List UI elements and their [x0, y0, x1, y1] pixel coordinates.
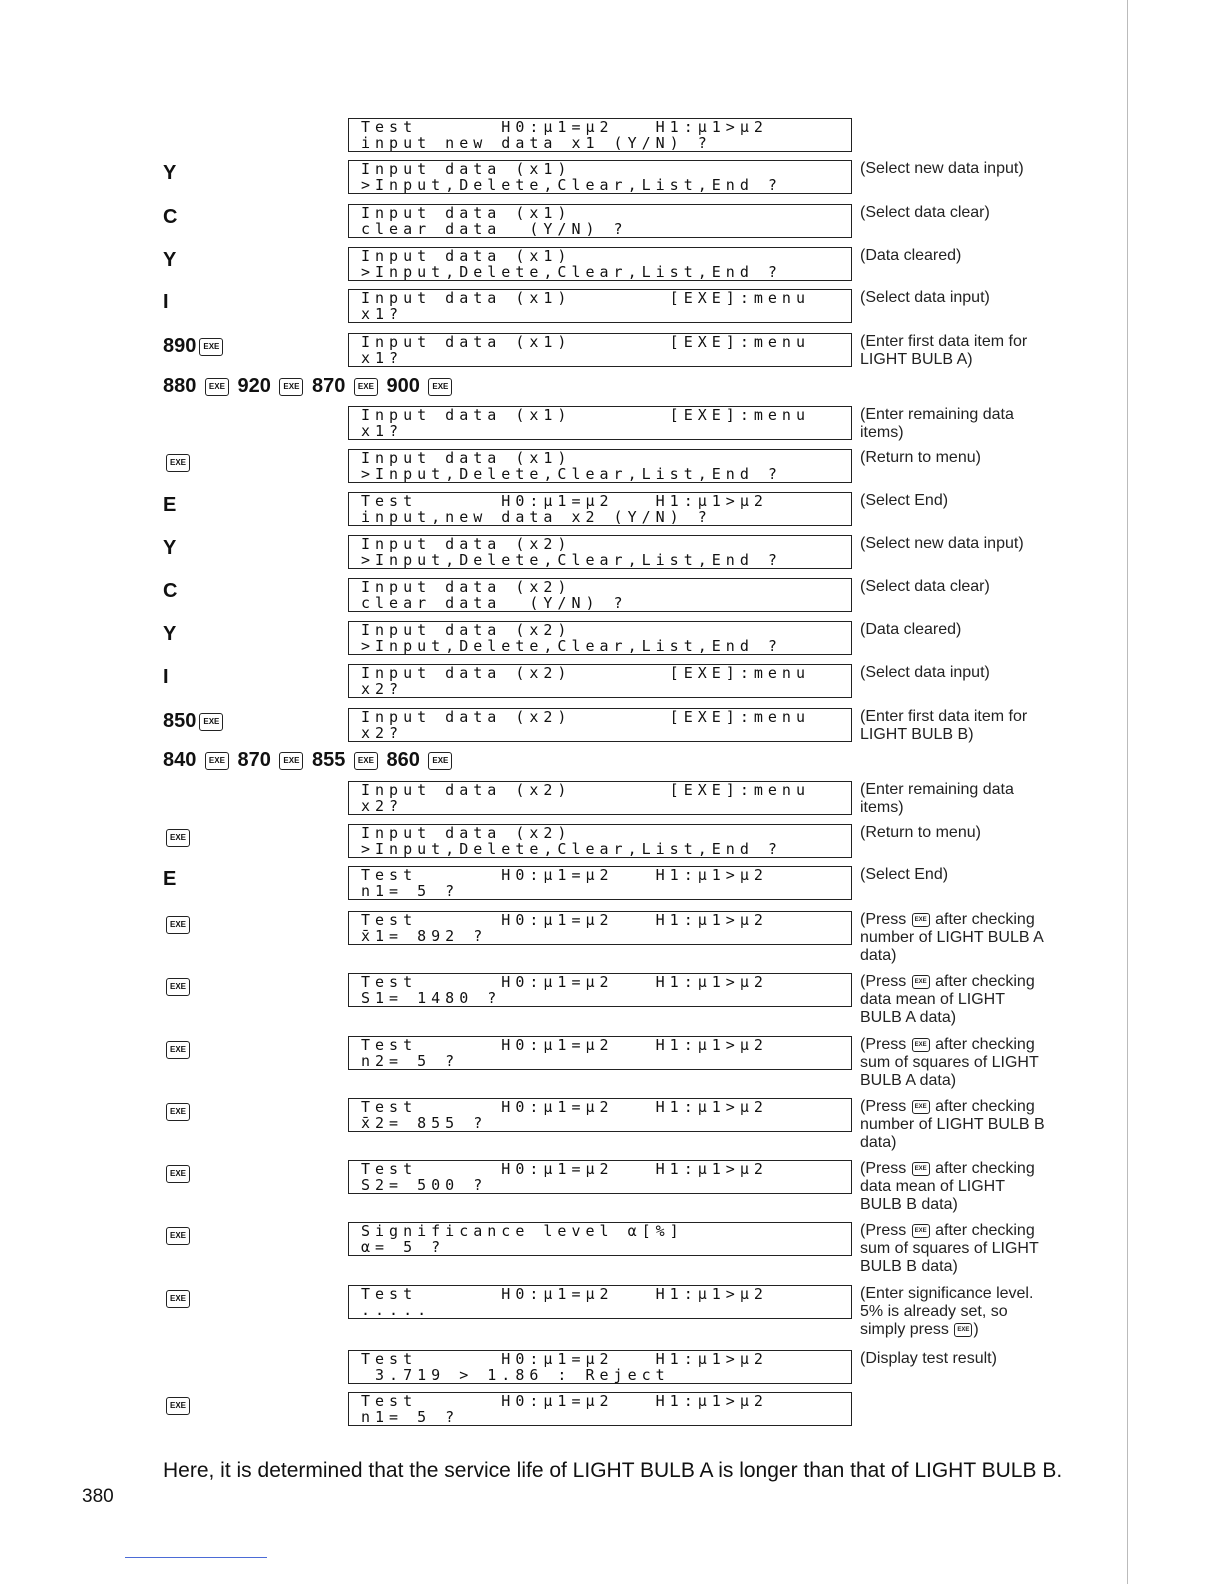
lcd-line-1: Input data (x1)	[361, 450, 572, 466]
lcd-line-2: x2?_	[361, 681, 418, 697]
lcd-line-1: Input data (x1) [EXE]:menu	[361, 407, 810, 423]
lcd-display	[348, 866, 852, 900]
lcd-line-2: n1= 5 ?_	[361, 883, 474, 899]
key-press	[163, 492, 176, 518]
lcd-display	[348, 621, 852, 655]
lcd-line-1: Test H0:μ1=μ2 H1:μ1>μ2	[361, 119, 768, 135]
exe-key-icon: EXE	[912, 1038, 930, 1052]
exe-key-icon: EXE	[166, 1290, 190, 1308]
exe-key-icon: EXE	[954, 1323, 972, 1337]
step-note: (Return to menu)	[860, 449, 981, 466]
lcd-line-1: Test H0:μ1=μ2 H1:μ1>μ2	[361, 867, 768, 883]
lcd-line-1: Test H0:μ1=μ2 H1:μ1>μ2	[361, 1099, 768, 1115]
lcd-display	[348, 664, 852, 698]
lcd-display	[348, 289, 852, 323]
lcd-line-2: >Input,Delete,Clear,List,End ?_	[361, 638, 796, 654]
key-press	[163, 1036, 193, 1062]
lcd-line-2: >Input,Delete,Clear,List,End ?_	[361, 177, 796, 193]
lcd-line-1: Test H0:μ1=μ2 H1:μ1>μ2	[361, 974, 768, 990]
key-press	[163, 535, 176, 561]
lcd-display	[348, 1392, 852, 1426]
key-label: Y	[163, 537, 177, 559]
step-note: (Select new data input)	[860, 535, 1024, 552]
lcd-line-2: >Input,Delete,Clear,List,End ?_	[361, 841, 796, 857]
key-press	[163, 621, 176, 647]
exe-key-icon: EXE	[166, 829, 190, 847]
exe-key-icon: EXE	[912, 1100, 930, 1114]
lcd-display	[348, 204, 852, 238]
step-note: (Data cleared)	[860, 247, 962, 264]
step-note: (Select new data input)	[860, 160, 1024, 177]
lcd-line-2: >Input,Delete,Clear,List,End ?_	[361, 264, 796, 280]
lcd-display	[348, 708, 852, 742]
lcd-display	[348, 1222, 852, 1256]
lcd-line-2: >Input,Delete,Clear,List,End ?_	[361, 552, 796, 568]
exe-key-icon: EXE	[279, 752, 303, 770]
lcd-line-2: input new data x1 (Y/N) ?_	[361, 135, 726, 151]
key-label: 850	[163, 710, 197, 732]
lcd-display	[348, 247, 852, 281]
lcd-line-1: Input data (x2)	[361, 579, 572, 595]
key-press	[163, 911, 193, 937]
lcd-line-1: Test H0:μ1=μ2 H1:μ1>μ2	[361, 1286, 768, 1302]
lcd-line-2: x̄1= 892 ?_	[361, 928, 502, 944]
lcd-line-2: x2?_	[361, 725, 418, 741]
page-edge-line	[1127, 0, 1128, 1584]
lcd-display	[348, 1098, 852, 1132]
lcd-line-1: Test H0:μ1=μ2 H1:μ1>μ2	[361, 1161, 768, 1177]
lcd-line-2: .....	[361, 1302, 432, 1318]
lcd-line-2: input,new data x2 (Y/N) ?	[361, 509, 712, 525]
lcd-line-1: Input data (x1)	[361, 205, 572, 221]
key-label: E	[163, 868, 177, 890]
lcd-display	[348, 1036, 852, 1070]
lcd-display	[348, 492, 852, 526]
exe-key-icon: EXE	[354, 752, 378, 770]
step-note: (Select End)	[860, 866, 949, 883]
step-note: (Select data clear)	[860, 578, 990, 595]
lcd-display	[348, 973, 852, 1007]
lcd-display	[348, 911, 852, 945]
key-press	[163, 578, 177, 604]
lcd-line-2: x̄2= 855 ?_	[361, 1115, 502, 1131]
key-label: C	[163, 580, 178, 602]
exe-key-icon: EXE	[166, 1397, 190, 1415]
lcd-line-1: Input data (x2) [EXE]:menu	[361, 665, 810, 681]
exe-key-icon: EXE	[428, 378, 452, 396]
lcd-line-1: Input data (x2)	[361, 825, 572, 841]
exe-key-icon: EXE	[199, 713, 223, 731]
key-label: Y	[163, 162, 177, 184]
key-press	[163, 973, 193, 999]
lcd-line-2: α= 5 ?_	[361, 1239, 460, 1255]
lcd-line-2: x1?_	[361, 306, 418, 322]
lcd-line-2: clear data (Y/N) ?	[361, 221, 628, 237]
lcd-display	[348, 1350, 852, 1384]
footnote-rule	[125, 1557, 267, 1558]
exe-key-icon: EXE	[279, 378, 303, 396]
step-note: (Press EXE after checking number of LIGHT BULB A data)	[860, 911, 1043, 964]
lcd-line-1: Test H0:μ1=μ2 H1:μ1>μ2	[361, 1037, 768, 1053]
key-press	[163, 866, 176, 892]
lcd-line-2: >Input,Delete,Clear,List,End ?_	[361, 466, 796, 482]
lcd-line-1: Input data (x1)	[361, 161, 572, 177]
lcd-display	[348, 535, 852, 569]
lcd-line-1: Significance level α[%]	[361, 1223, 684, 1239]
key-label: I	[163, 666, 169, 688]
key-press	[163, 1222, 193, 1248]
exe-key-icon: EXE	[912, 1162, 930, 1176]
lcd-display	[348, 824, 852, 858]
key-press	[163, 708, 226, 734]
lcd-line-1: Input data (x2)	[361, 536, 572, 552]
lcd-line-1: Input data (x1)	[361, 248, 572, 264]
exe-key-icon: EXE	[166, 916, 190, 934]
lcd-display	[348, 118, 852, 152]
key-press	[163, 160, 176, 186]
exe-key-icon: EXE	[912, 913, 930, 927]
lcd-line-1: Test H0:μ1=μ2 H1:μ1>μ2	[361, 493, 768, 509]
step-note: (Enter significance level. 5% is already set, so simply press EXE )	[860, 1285, 1034, 1338]
key-sequence-bulb-b: 840 EXE 870 EXE 855 EXE 860 EXE	[163, 747, 455, 773]
step-note: (Press EXE after checking sum of squares of LIGHT BULB A data)	[860, 1036, 1039, 1089]
step-note: (Enter remaining data items)	[860, 406, 1014, 441]
key-press	[163, 333, 226, 359]
exe-key-icon: EXE	[428, 752, 452, 770]
key-press	[163, 204, 177, 230]
lcd-line-2: 3.719 > 1.86 : Reject	[361, 1367, 670, 1383]
exe-key-icon: EXE	[354, 378, 378, 396]
lcd-line-1: Input data (x2) [EXE]:menu	[361, 709, 810, 725]
key-press	[163, 1392, 193, 1418]
lcd-display	[348, 578, 852, 612]
key-press	[163, 824, 193, 850]
key-label: I	[163, 291, 169, 313]
key-press	[163, 664, 169, 690]
step-note: (Return to menu)	[860, 824, 981, 841]
key-label: Y	[163, 623, 177, 645]
step-note: (Press EXE after checking sum of squares of LIGHT BULB B data)	[860, 1222, 1039, 1275]
exe-key-icon: EXE	[205, 752, 229, 770]
lcd-line-1: Test H0:μ1=μ2 H1:μ1>μ2	[361, 1351, 768, 1367]
step-note: (Press EXE after checking data mean of LIGHT BULB A data)	[860, 973, 1035, 1026]
step-note: (Press EXE after checking number of LIGHT BULB B data)	[860, 1098, 1045, 1151]
exe-key-icon: EXE	[166, 1041, 190, 1059]
exe-key-icon: EXE	[912, 1224, 930, 1238]
lcd-line-1: Input data (x2)	[361, 622, 572, 638]
lcd-display	[348, 781, 852, 815]
lcd-line-1: Input data (x1) [EXE]:menu	[361, 290, 810, 306]
key-label: 890	[163, 335, 197, 357]
key-label: Y	[163, 249, 177, 271]
lcd-line-1: Input data (x1) [EXE]:menu	[361, 334, 810, 350]
step-note: (Select data input)	[860, 664, 990, 681]
lcd-line-1: Input data (x2) [EXE]:menu	[361, 782, 810, 798]
lcd-line-2: clear data (Y/N) ?	[361, 595, 628, 611]
lcd-display	[348, 160, 852, 194]
exe-key-icon: EXE	[166, 1227, 190, 1245]
key-sequence-bulb-a: 880 EXE 920 EXE 870 EXE 900 EXE	[163, 373, 455, 399]
exe-key-icon: EXE	[166, 1103, 190, 1121]
lcd-line-2: S2= 500 ?_	[361, 1177, 502, 1193]
step-note: (Select End)	[860, 492, 949, 509]
exe-key-icon: EXE	[166, 454, 190, 472]
lcd-display	[348, 1285, 852, 1319]
exe-key-icon: EXE	[166, 978, 190, 996]
conclusion-text: Here, it is determined that the service life of LIGHT BULB A is longer than that of LIGHT BULB B.	[163, 1459, 1063, 1482]
step-note: (Data cleared)	[860, 621, 962, 638]
lcd-line-1: Test H0:μ1=μ2 H1:μ1>μ2	[361, 1393, 768, 1409]
key-label: E	[163, 494, 177, 516]
lcd-display	[348, 333, 852, 367]
lcd-line-2: x2?_	[361, 798, 418, 814]
key-press	[163, 1285, 193, 1311]
exe-key-icon: EXE	[912, 975, 930, 989]
lcd-line-2: S1= 1480 ?_	[361, 990, 516, 1006]
exe-key-icon: EXE	[199, 338, 223, 356]
step-note: (Select data input)	[860, 289, 990, 306]
lcd-display	[348, 406, 852, 440]
lcd-line-1: Test H0:μ1=μ2 H1:μ1>μ2	[361, 912, 768, 928]
key-press	[163, 247, 176, 273]
page-number: 380	[82, 1486, 114, 1507]
key-press	[163, 289, 169, 315]
key-label: C	[163, 206, 178, 228]
key-press	[163, 1098, 193, 1124]
step-note: (Enter first data item for LIGHT BULB B)	[860, 708, 1028, 743]
exe-key-icon: EXE	[166, 1165, 190, 1183]
lcd-line-2: n2= 5 ?_	[361, 1053, 474, 1069]
step-note: (Enter first data item for LIGHT BULB A)	[860, 333, 1028, 368]
lcd-line-2: x1?_	[361, 423, 418, 439]
lcd-display	[348, 1160, 852, 1194]
step-note: (Press EXE after checking data mean of LIGHT BULB B data)	[860, 1160, 1035, 1213]
lcd-line-2: n1= 5 ?_	[361, 1409, 474, 1425]
key-press	[163, 1160, 193, 1186]
step-note: (Select data clear)	[860, 204, 990, 221]
key-press	[163, 449, 193, 475]
step-note: (Enter remaining data items)	[860, 781, 1014, 816]
step-note: (Display test result)	[860, 1350, 997, 1367]
lcd-line-2: x1?_	[361, 350, 418, 366]
lcd-display	[348, 449, 852, 483]
exe-key-icon: EXE	[205, 378, 229, 396]
